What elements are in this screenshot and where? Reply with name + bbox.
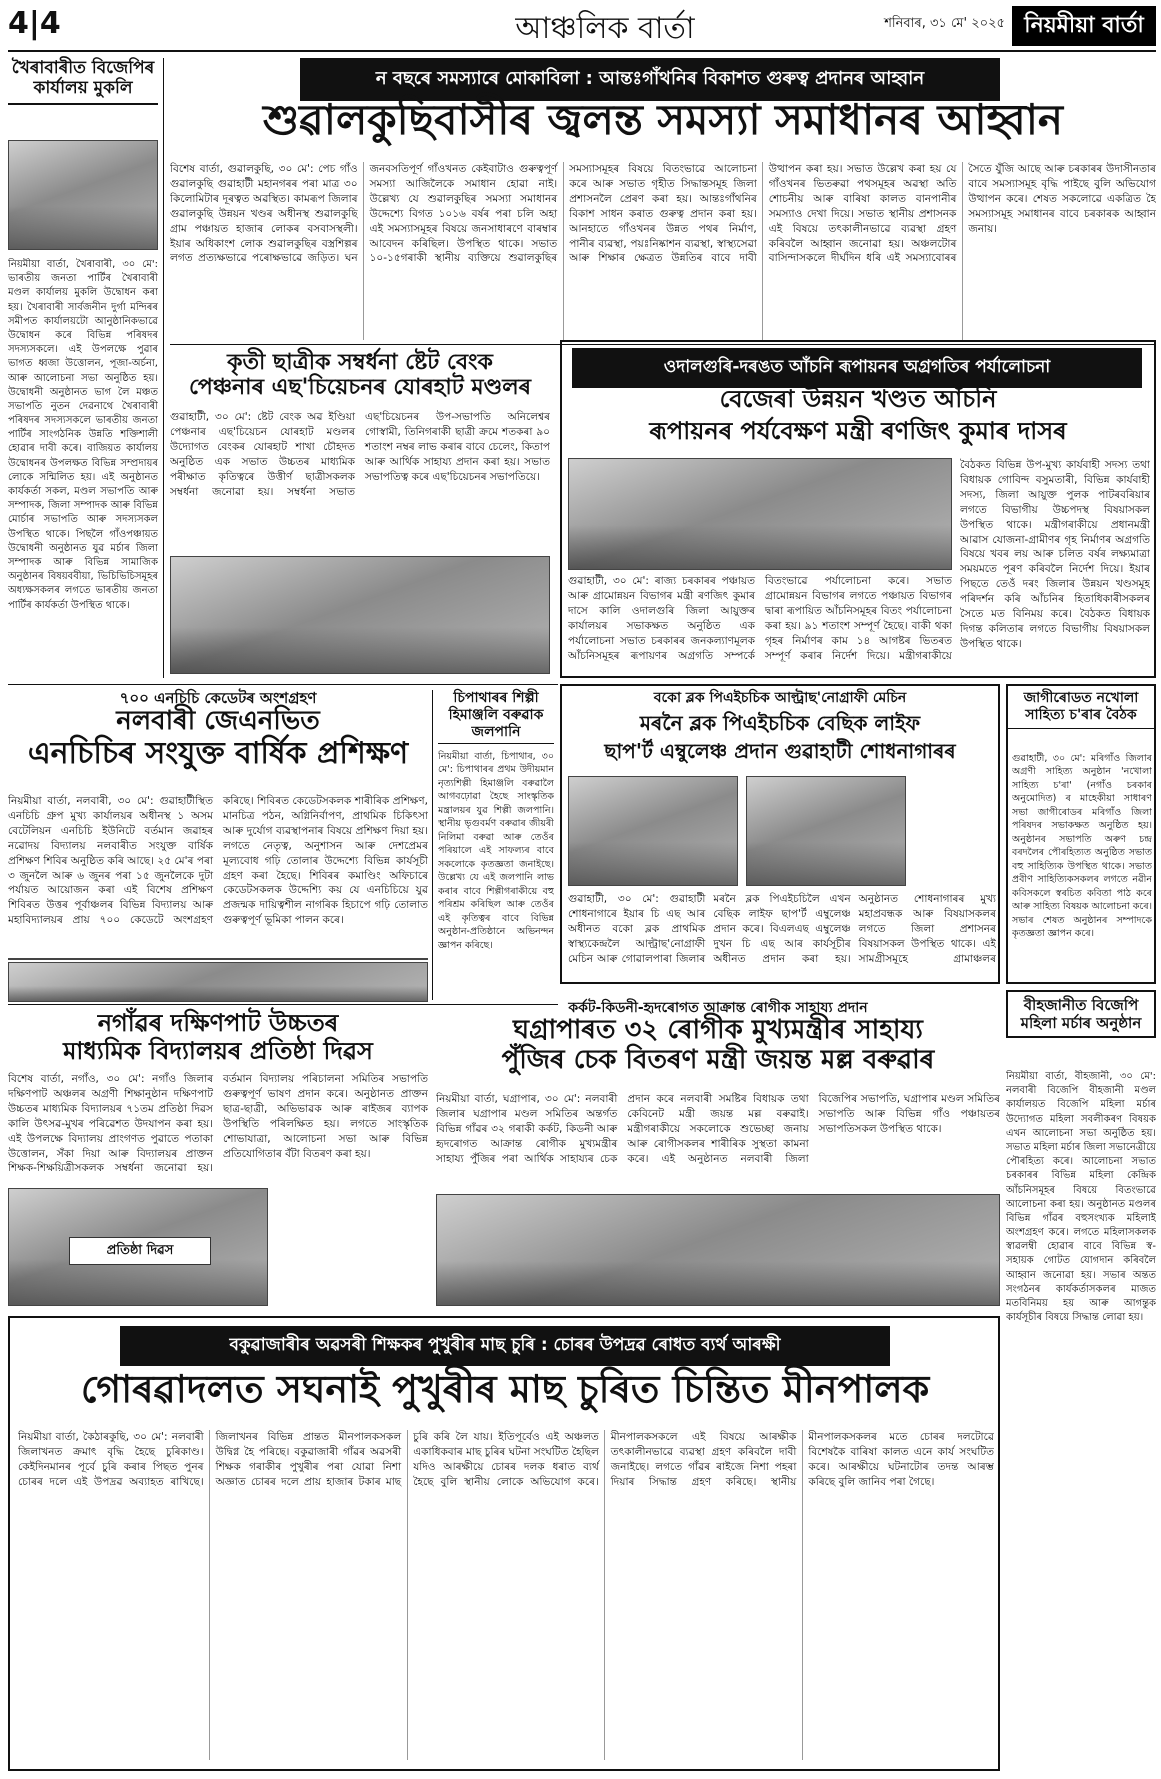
chipathar-body: নিয়মীয়া বাৰ্তা, চিপাথাৰ, ৩০ মে': চিপাথাৰৰ প্ৰথম উদীয়মান নৃত্যশিল্পী হিমাঞ্জলি বৰুৱালৈ আগবঢ়োৱা হৈছে সাংস্কৃতিক মন্ত্ৰালয়ৰ যুৱ শিল্পী জলপানি। স্থানীয় ভৃগুবৰ্মণ বৰুৱাৰ জীয়ৰী নিলিমা বৰুৱা আৰু তেওঁৰ পৰিয়ালে এই সাফল্যৰ বাবে সকলোকে কৃতজ্ঞতা জনাইছে। উল্লেখ্য যে এই জলপানি লাভ কৰাৰ বাবে শিল্পীগৰাকীয়ে বহু পৰিশ্ৰম কৰিছিল আৰু তেওঁৰ এই কৃতিত্বৰ বাবে বিভিন্ন অনুষ্ঠান-প্ৰতিষ্ঠানে অভিনন্দন জ্ঞাপন কৰিছে। (438, 751, 554, 951)
udalguri-body: গুৱাহাটী, ৩০ মে': ৰাজ্য চৰকাৰৰ পঞ্চায়ত আৰু গ্ৰামোন্নয়ন বিভাগৰ মন্ত্ৰী ৰণজিৎ কুমাৰ দাসে কালি ওদালগুৰি জিলা আয়ুক্তৰ কাৰ্যালয়ৰ সভাকক্ষত অনুষ্ঠিত এক পৰ্যালোচনা সভাত চৰকাৰৰ জনকল্যাণমূলক আঁচনিসমূহৰ ৰূপায়ণৰ অগ্ৰগতি সম্পৰ্কে বিতংভাৱে পৰ্যালোচনা কৰে। সভাত গ্ৰামোন্নয়ন বিভাগৰ লগতে পঞ্চায়ত বিভাগৰ দ্বাৰা ৰূপায়িত আঁচনিসমূহৰ বিতং পৰ্যালোচনা কৰা হয়। ৯১ শতাংশ সম্পূৰ্ণ হৈছে। বাকী থকা গৃহৰ নিৰ্মাণৰ কাম ১৪ আগষ্টৰ ভিতৰত সম্পূৰ্ণ কৰাৰ নিৰ্দেশ দিয়ে। মন্ত্ৰীগৰাকীয়ে (568, 575, 952, 662)
cm-relief-photo (436, 1194, 1000, 1306)
bihjani-headline: বীহজানীত বিজেপি মহিলা মৰ্চাৰ অনুষ্ঠান (1006, 990, 1156, 1038)
jagiroad-body: গুৱাহাটী, ৩০ মে': মৰিগাঁও জিলাৰ অগ্ৰণী সাহিত্য অনুষ্ঠান 'নখোলা সাহিত্য চ'ৰা' (নগাঁও চৰকাৰ অনুমোদিত) ৰ মাহেকীয়া সাধাৰণ সভা জাগীৰোডৰ মৰিগাঁও জিলা পৰিষদৰ সভাকক্ষত অনুষ্ঠিত হয়। অনুষ্ঠানৰ সভাপতি অৰুণ চন্দ্ৰ বৰদলৈৰ পৌৰহিত্যত অনুষ্ঠিত সভাত বহু সাহিত্যিক উপস্থিত থাকে। সভাত প্ৰবীণ সাহিত্যিকসকলৰ লগতে নৱীন কবিসকলে স্বৰচিত কবিতা পাঠ কৰে আৰু সাহিত্য বিষয়ক আলোচনা কৰে। সভাৰ শেষত অনুষ্ঠানৰ সম্পাদকে কৃতজ্ঞতা জ্ঞাপন কৰে। (1012, 753, 1152, 940)
bottom-body: নিয়মীয়া বাৰ্তা, কৈঠাৰকুছি, ৩০ মে': নলবাৰী জিলাখনত ক্ৰমাৎ বৃদ্ধি হৈছে চুৰিকাণ্ড। কেইদিনমানৰ পূৰ্বে চুৰি কৰাৰ পিছত পুনৰ চোৰৰ দলে এই উপদ্ৰৱ অব্যাহত ৰাখিছে। জিলাখনৰ বিভিন্ন প্ৰান্তত মীনপালকসকল উদ্বিগ্ন হৈ পৰিছে। বকুৱাজাৰী গাঁৱৰ অৱসৰী শিক্ষক গৰাকীৰ পুখুৰীৰ পৰা যোৱা নিশা অজ্ঞাত চোৰৰ দলে প্ৰায় হাজাৰ টকাৰ মাছ চুৰি কৰি লৈ যায়। ইতিপূৰ্বেও এই অঞ্চলত একাধিকবাৰ মাছ চুৰিৰ ঘটনা সংঘটিত হৈছিল যদিও আৰক্ষীয়ে চোৰৰ দলক ধৰাত ব্যৰ্থ হৈছে বুলি স্থানীয় লোকে অভিযোগ কৰে। মীনপালকসকলে এই বিষয়ে আৰক্ষীক তৎকালীনভাৱে ব্যৱস্থা গ্ৰহণ কৰিবলৈ দাবী জনাইছে। লগতে গাঁৱৰ ৰাইজে নিশা পহৰা দিয়াৰ সিদ্ধান্ত গ্ৰহণ কৰিছে। স্থানীয় মীনপালকসকলৰ মতে চোৰৰ দলটোৱে বিশেষকৈ বাৰিষা কালত এনে কাৰ্য সংঘটিত কৰে। আৰক্ষীয়ে ঘটনাটোৰ তদন্ত আৰম্ভ কৰিছে বুলি জানিব পৰা গৈছে। (18, 1431, 994, 1488)
left-sidebar-story (8, 58, 158, 678)
ncc-kicker: ৭০০ এনচিচি কেডেটৰ অংশগ্ৰহণ (119, 689, 317, 707)
student-story (170, 350, 550, 676)
ncc-headline-2: এনচিচিৰ সংযুক্ত বাৰ্ষিক প্ৰশিক্ষণ (27, 736, 409, 772)
bakko-headline-1: মৰনৈ ব্লক পিএইচচিক বেছিক লাইফ (639, 711, 921, 735)
student-headline-2: পেঞ্চনাৰ এছ'চিয়েচনৰ যোৰহাট মণ্ডলৰ (188, 375, 532, 401)
student-body: গুৱাহাটী, ৩০ মে': ষ্টেট বেংক অৱ ইণ্ডিয়া পেঞ্চনাৰ এছ'চিয়েচন যোৰহাট মণ্ডলৰ উদ্যোগত বেংকৰ যোৰহাট শাখা চৌহদত অনুষ্ঠিত এক সভাত উচ্চতৰ মাধ্যমিক পৰীক্ষাত কৃতিত্বৰে উত্তীৰ্ণ ছাত্ৰীসকলক সম্বৰ্ধনা জনোৱা হয়। সম্বৰ্ধনা সভাত এছ'চিয়েচনৰ উপ-সভাপতি অনিলেশ্বৰ গোস্বামী, তিনিগৰাকী ছাত্ৰী ক্ৰমে শতকৰা ৯০ শতাংশ নম্বৰ লাভ কৰাৰ বাবে চেলেং, কিতাপ আৰু আৰ্থিক সাহায্য প্ৰদান কৰা হয়। সভাত সভাপতিত্ব কৰে এছ'চিয়েচনৰ সভাপতিয়ে। (170, 411, 550, 498)
bakko-body: গুৱাহাটী, ৩০ মে': গুৱাহাটী শোধনাগাৰে ইয়াৰ চি এছ আৰ অধীনত বকো ব্লক প্ৰাথমিক স্বাস্থ্যকেন্দ্ৰলৈ আল্ট্ৰাছ'নোগ্ৰাফী মেচিন আৰু গোৱালপাৰা জিলাৰ মৰনৈ ব্লক পিএইচচিলৈ এখন বেছিক লাইফ ছাপ'ৰ্ট এম্বুলেঞ্চ প্ৰদান কৰে। বিএলএছ এম্বুলেঞ্চ দুখন চি এছ আৰ কাৰ্যসূচীৰ অধীনত প্ৰদান কৰা হয়। অনুষ্ঠানত শোধনাগাৰৰ মুখ্য মহাপ্ৰবন্ধক আৰু বিষয়াসকলৰ লগতে জিলা প্ৰশাসনৰ বিষয়াসকল উপস্থিত থাকে। এই সামগ্ৰীসমূহে গ্ৰামাঞ্চলৰ (568, 893, 996, 965)
student-headline-1: কৃতী ছাত্ৰীক সম্বৰ্ধনা ষ্টেট বেংক (227, 350, 493, 375)
chipathar-story (438, 690, 554, 1000)
issue-date: শনিবাৰ, ৩১ মে' ২০২৫ (884, 16, 1005, 31)
lead-body: বিশেষ বাৰ্তা, গুৱালকুছি, ৩০ মে': পেচ গাঁও গুৱালকুছি গুৱাহাটী মহানগৰৰ পৰা মাত্ৰ ৩০ কিলোমিটাৰ দূৰত্বত অৱস্থিত। কামৰূপ জিলাৰ গুৱালকুছি উন্নয়ন খণ্ডৰ অধীনস্থ শুৱালকুছি গ্ৰাম পঞ্চায়ত হাজাৰ লোকৰ বসবাসস্থলী। ইয়াৰ অধিকাংশ লোক শুৱালকুছিৰ বস্ত্ৰশিল্পৰ লগত প্ৰত্যক্ষভাৱে পৰোক্ষভাৱে জড়িত। ঘন জনবসতিপূৰ্ণ গাঁওখনত কেইবাটাও গুৰুত্বপূৰ্ণ সমস্যা আজিলৈকে সমাধান হোৱা নাই। উল্লেখ্য যে শুৱালকুছিৰ সমস্যা সমাধানৰ উদ্দেশ্যে বিগত ১০১৬ বৰ্ষৰ পৰা চলি অহা এই সমস্যাসমূহৰ বিষয়ে জনসাধাৰণে বাৰম্বাৰ আবেদন কৰিছিল। উপস্থিত থাকে। সভাত ১০-১৫গৰাকী স্থানীয় ব্যক্তিয়ে শুৱালকুছিৰ সমস্যাসমূহৰ বিষয়ে বিতংভাৱে আলোচনা কৰে আৰু সভাত গৃহীত সিদ্ধান্তসমূহ জিলা প্ৰশাসনলৈ প্ৰেৰণ কৰা হয়। আন্তঃগাঁথনিৰ বিকাশ সাধন কৰাত গুৰুত্ব প্ৰদান কৰা হয়। আনহাতে গাঁওখনৰ উন্নত পথৰ নিৰ্মাণ, পানীৰ ব্যৱস্থা, পয়ঃনিষ্কাশন ব্যৱস্থা, স্বাস্থ্যসেৱা আৰু শিক্ষাৰ ক্ষেত্ৰত উন্নতিৰ বাবে দাবী উত্থাপন কৰা হয়। সভাত উল্লেখ কৰা হয় যে গাঁওখনৰ ভিতৰুৱা পথসমূহৰ অৱস্থা অতি শোচনীয় আৰু বাৰিষা কালত বানপানীৰ সমস্যাও দেখা দিয়ে। সভাত স্থানীয় প্ৰশাসনক এই বিষয়ে তৎকালীনভাৱে ব্যৱস্থা গ্ৰহণ কৰিবলৈ আহ্বান জনোৱা হয়। অঞ্চলটোৰ বাসিন্দাসকলে দীৰ্ঘদিন ধৰি এই সমস্যাবোৰৰ সৈতে যুঁজি আছে আৰু চৰকাৰৰ উদাসীনতাৰ বাবে সমস্যাসমূহ বৃদ্ধি পাইছে বুলি অভিযোগ উত্থাপন কৰে। শেষত সকলোৱে একত্ৰিত হৈ সমস্যাসমূহ সমাধানৰ বাবে চৰকাৰক আহ্বান জনায়। (170, 163, 1156, 265)
masthead-rule (8, 50, 1156, 52)
bottom-headline: গোৰৱাদলত সঘনাই পুখুৰীৰ মাছ চুৰিত চিন্তিত মীনপালক (80, 1367, 930, 1411)
column-divider (432, 690, 433, 1000)
lead-headline: শুৱালকুছিবাসীৰ জ্বলন্ত সমস্যা সমাধানৰ আহ্বান (263, 95, 1063, 144)
cm-relief-story (436, 1000, 1000, 1310)
jagiroad-story (1006, 684, 1156, 984)
udalguri-headline-2: ৰূপায়নৰ পৰ্যবেক্ষণ মন্ত্ৰী ৰণজিৎ কুমাৰ দাসৰ (649, 417, 1067, 445)
page-number: 4|4 (8, 6, 61, 41)
udalguri-photo (568, 458, 952, 570)
bakko-story (560, 684, 1000, 984)
bakko-photo-2 (746, 776, 906, 886)
newspaper-logo: নিয়মীয়া বাৰ্তা (1012, 6, 1156, 46)
ncc-headline-1: নলবাৰী জেএনভিত (116, 706, 320, 737)
section-rule (8, 684, 558, 685)
sidebar-body: নিয়মীয়া বাৰ্তা, খৈৰাবাৰী, ৩০ মে': ভাৰতীয় জনতা পাৰ্টিৰ খৈৰাবাৰী মণ্ডল কাৰ্যালয় মুকলি উদ্বোধন কৰা হয়। খৈৰাবাৰী সাৰ্বজনীন দুৰ্গা মন্দিৰৰ সমীপত কাৰ্যালয়টো আনুষ্ঠানিকভাৱে উদ্বোধন কৰে বিভিন্ন পৰিষদৰ সদস্যসকলে। এই উপলক্ষে পুৱাৰ ভাগত ধ্বজা উত্তোলন, পূজা-অৰ্চনা, আৰু আলোচনা সভা অনুষ্ঠিত হয়। উদ্বোধনী অনুষ্ঠানত ভাগ লৈ মঞ্চত সভাপতি নুতন দেৱনাথে খৈৰাবাৰী পৰিষদৰ সদস্যসকলে ভাৰতীয় জনতা পাৰ্টিৰ সাংগঠনিক উন্নতি শক্তিশালী হোৱাৰ দাবী কৰে। বাজিয়ত কাৰ্যালয় উদ্বোধনৰ উপলক্ষত বিভিন্ন সম্প্ৰদায়ৰ লোকে সন্মিলিত হয়। এই অনুষ্ঠানত কাৰ্যকৰ্তা সকল, মণ্ডল সভাপতি আৰু সম্পাদক, জিলা সম্পাদক আৰু বিভিন্ন মোৰ্চাৰ সভাপতি আৰু সদস্যসকল উপস্থিত থাকে। পিছলৈ গাঁওপঞ্চায়ত উদ্বোধনী অনুষ্ঠানত যুৱ মৰ্চাৰ জিলা সম্পাদক আৰু বিভিন্ন সামাজিক অনুষ্ঠানৰ বিষয়ববীয়া, ভিচিভিচিসমূহৰ অধ্যক্ষসকলৰ লগতে ভাৰতীয় জনতা পাৰ্টিৰ কাৰ্যকৰ্তা উপস্থিত থাকে। (8, 259, 158, 611)
sidebar-headline: খৈৰাবাৰীত বিজেপিৰ কাৰ্যালয় মুকলি (8, 58, 158, 105)
cm-relief-headline-1: ঘগ্ৰাপাৰত ৩২ ৰোগীক মুখ্যমন্ত্ৰীৰ সাহায্য (513, 1015, 923, 1046)
bottom-kicker: বকুৱাজাৰীৰ অৱসৰী শিক্ষকৰ পুখুৰীৰ মাছ চুৰি : চোৰৰ উপদ্ৰৱ ৰোধত ব্যৰ্থ আৰক্ষী (120, 1326, 890, 1366)
bihjani-story (1006, 990, 1156, 1690)
bihjani-body: নিয়মীয়া বাৰ্তা, বীহজানী, ৩০ মে': নলবাৰী বিজেপি বীহজানী মণ্ডল কাৰ্যালয়ত বিজেপি মহিলা মৰ্চাৰ উদ্যোগত মহিলা সবলীকৰণ বিষয়ক এখন আলোচনা সভা অনুষ্ঠিত হয়। সভাত মহিলা মৰ্চাৰ জিলা সভানেত্ৰীয়ে পৌৰহিত্য কৰে। আলোচনা সভাত চৰকাৰৰ বিভিন্ন মহিলা কেন্দ্ৰিক আঁচনিসমূহৰ বিষয়ে বিতংভাৱে আলোচনা কৰা হয়। অনুষ্ঠানত মণ্ডলৰ বিভিন্ন গাঁৱৰ বহুসংখ্যক মহিলাই অংশগ্ৰহণ কৰে। লগতে মহিলাসকলক স্বাৱলম্বী হোৱাৰ বাবে বিভিন্ন স্ব-সহায়ক গোটত যোগদান কৰিবলৈ আহ্বান জনোৱা হয়। সভাৰ অন্তত সংগঠনৰ কাৰ্যকৰ্তাসকলৰ মাজত মতবিনিময় হয় আৰু আগন্তুক কাৰ্যসূচীৰ বিষয়ে সিদ্ধান্ত লোৱা হয়। (1006, 1071, 1156, 1324)
lead-kicker: ন বছৰে সমস্যাৰে মোকাবিলা : আন্তঃগাঁথনিৰ বিকাশত গুৰুত্ব প্ৰদানৰ আহ্বান (300, 58, 1000, 101)
chipathar-headline: চিপাথাৰৰ শিল্পী হিমাঞ্জলি বৰুৱাক জলপানি (438, 690, 554, 744)
sidebar-photo (8, 140, 158, 250)
bottom-story (8, 1316, 1000, 1771)
nagaon-body: বিশেষ বাৰ্তা, নগাঁও, ৩০ মে': নগাঁও জিলাৰ দক্ষিণপাট অঞ্চলৰ অগ্ৰণী শিক্ষানুষ্ঠান দক্ষিণপাট উচ্চতৰ মাধ্যমিক বিদ্যালয়ৰ ৭১তম প্ৰতিষ্ঠা দিৱস কালি উৎসৱ-মুখৰ পৰিৱেশত উদযাপন কৰা হয়। এই উপলক্ষে বিদ্যালয় প্ৰাংগণত পুৱাতে পতাকা উত্তোলন, সঁকা দিয়া আৰু বিদ্যালয়ৰ প্ৰাক্তন শিক্ষক-শিক্ষয়িত্ৰীসকলক সম্বৰ্ধনা জনোৱা হয়। বৰ্তমান বিদ্যালয় পৰিচালনা সমিতিৰ সভাপতি গুৰুত্বপূৰ্ণ ভাষণ প্ৰদান কৰে। অনুষ্ঠানত প্ৰাক্তন ছাত্ৰ-ছাত্ৰী, অভিভাৱক আৰু ৰাইজৰ ব্যাপক উপস্থিতি পৰিলক্ষিত হয়। লগতে সাংস্কৃতিক শোভাযাত্ৰা, আলোচনা সভা আৰু বিভিন্ন প্ৰতিযোগিতাৰ বঁটা বিতৰণ কৰা হয়। (8, 1073, 428, 1175)
ncc-body: নিয়মীয়া বাৰ্তা, নলবাৰী, ৩০ মে': গুৱাহাটীস্থিত এনচিচি গ্ৰুপ মুখ্য কাৰ্যালয়ৰ অধীনস্থ ১ অসম বেটেলিয়ন এনচিচি ইউনিটে বৰ্তমান জৱাহৰ নৱোদয় বিদ্যালয় নলবাৰীত সংযুক্ত বাৰ্ষিক প্ৰশিক্ষণ শিবিৰ অনুষ্ঠিত কৰি আছে। ২৫ মে'ৰ পৰা ৩ জুনলৈ আৰু ৬ জুনৰ পৰা ১৫ জুনলৈকে দুটা পৰ্যায়ত আয়োজন কৰা এই বিশেষ প্ৰশিক্ষণ শিবিৰত উত্তৰ পূৰ্বাঞ্চলৰ বিভিন্ন বিদ্যালয় আৰু মহাবিদ্যালয়ৰ প্ৰায় ৭০০ কেডেটে অংশগ্ৰহণ কৰিছে। শিবিৰত কেডেটসকলক শাৰীৰিক প্ৰশিক্ষণ, মানচিত্ৰ পঠন, অগ্নিনিৰ্বাপণ, প্ৰাথমিক চিকিৎসা আৰু দুৰ্যোগ ব্যৱস্থাপনাৰ বিষয়ে প্ৰশিক্ষণ দিয়া হয়। লগতে নেতৃত্ব, অনুশাসন আৰু দেশপ্ৰেমৰ মূল্যবোধ গঢ়ি তোলাৰ উদ্দেশ্যে বিভিন্ন কাৰ্যসূচী গ্ৰহণ কৰা হৈছে। শিবিৰৰ কমাণ্ডিং অফিচাৰে কেডেটসকলক উদ্দেশ্যি কয় যে এনচিচিয়ে যুৱ প্ৰজন্মক দায়িত্বশীল নাগৰিক হিচাপে গঢ়ি তোলাত গুৰুত্বপূৰ্ণ ভূমিকা পালন কৰে। (8, 795, 428, 927)
section-title: আঞ্চলিক বাৰ্তা (515, 11, 695, 46)
bakko-headline-2: ছাপ'ৰ্ট এম্বুলেঞ্চ প্ৰদান গুৱাহাটী শোধনাগাৰৰ (604, 739, 956, 763)
udalguri-body-right: বৈঠকত বিভিন্ন উপ-মুখ্য কাৰ্যবাহী সদস্য তথা বিধায়ক গোবিন্দ বসুমতাৰী, বিভিন্ন কাৰ্যবাহী সদস্য, জিলা আয়ুক্ত পুলক পাটৰবৰিয়াৰ লগতে বিভাগীয় উচ্চপদস্থ বিষয়াসকল উপস্থিত থাকে। মন্ত্ৰীগৰাকীয়ে প্ৰধানমন্ত্ৰী আৱাস যোজনা-গ্ৰামীণৰ গৃহ নিৰ্মাণৰ অগ্ৰগতি বিষয়ে খবৰ লয় আৰু চলিত বৰ্ষৰ লক্ষ্যমাত্ৰা সময়মতে পূৰণ কৰিবলৈ নিৰ্দেশ দিয়ে। ইয়াৰ পিছতে তেওঁ দৰং জিলাৰ উন্নয়ন খণ্ডসমূহ পৰিদৰ্শন কৰি আঁচনিৰ হিতাধিকাৰীসকলৰ সৈতে মত বিনিময় কৰে। বৈঠকত বিধায়ক দিগন্ত কলিতাৰ লগতে বিভাগীয় বিষয়াসকল উপস্থিত থাকে। (960, 459, 1150, 650)
jagiroad-headline: জাগীৰোডত নখোলা সাহিত্য চ'ৰাৰ বৈঠক (1008, 686, 1154, 729)
photo-banner: প্ৰতিষ্ঠা দিৱস (69, 1237, 211, 1265)
nagaon-photo (8, 1188, 268, 1306)
ncc-story (8, 690, 428, 960)
udalguri-story (560, 340, 1156, 678)
column-divider (163, 58, 164, 678)
nagaon-headline-1: নগাঁৱৰ দক্ষিণপাট উচ্চতৰ (97, 1009, 339, 1037)
nagaon-story (8, 1010, 428, 1310)
bakko-kicker: বকো ব্লক পিএইচচিক আল্ট্ৰাছ'নোগ্ৰাফী মেচিন (653, 690, 907, 706)
nagaon-headline-2: মাধ্যমিক বিদ্যালয়ৰ প্ৰতিষ্ঠা দিৱস (63, 1036, 373, 1065)
student-photo (170, 556, 550, 674)
ncc-photo (8, 962, 428, 1002)
cm-relief-kicker: কৰ্কট-কিডনী-হৃদৰোগত আক্ৰান্ত ৰোগীক সাহায্য প্ৰদান (568, 1000, 868, 1016)
cm-relief-headline-2: পুঁজিৰ চেক বিতৰণ মন্ত্ৰী জয়ন্ত মল্ল বৰুৱাৰ (501, 1044, 935, 1075)
udalguri-headline-1: বেজেৰা উন্নয়ন খণ্ডত আঁচনি (719, 385, 997, 413)
bakko-photo-1 (568, 776, 738, 886)
ncc-photo-spacer (8, 958, 428, 960)
udalguri-kicker: ওদালগুৰি-দৰঙত আঁচনি ৰূপায়নৰ অগ্ৰগতিৰ পৰ্যালোচনা (572, 348, 1142, 388)
cm-relief-body: নিয়মীয়া বাৰ্তা, ঘগ্ৰাপাৰ, ৩০ মে': নলবাৰী জিলাৰ ঘগ্ৰাপাৰ মণ্ডল সমিতিৰ অন্তৰ্গত বিভিন্ন গাঁৱৰ ৩২ গৰাকী কৰ্কট, কিডনী আৰু হৃদৰোগত আক্ৰান্ত ৰোগীক মুখ্যমন্ত্ৰীৰ সাহায্য পুঁজিৰ পৰা আৰ্থিক সাহায্যৰ চেক প্ৰদান কৰে নলবাৰী সমষ্টিৰ বিধায়ক তথা কেবিনেট মন্ত্ৰী জয়ন্ত মল্ল বৰুৱাই। মন্ত্ৰীগৰাকীয়ে সকলোকে শুভেচ্ছা জনায় আৰু ৰোগীসকলৰ শাৰীৰিক সুস্থতা কামনা কৰে। এই অনুষ্ঠানত নলবাৰী জিলা বিজেপিৰ সভাপতি, ঘগ্ৰাপাৰ মণ্ডল সমিতিৰ সভাপতি আৰু বিভিন্ন গাঁও পঞ্চায়তৰ সভাপতিসকল উপস্থিত থাকে। (436, 1093, 1000, 1165)
